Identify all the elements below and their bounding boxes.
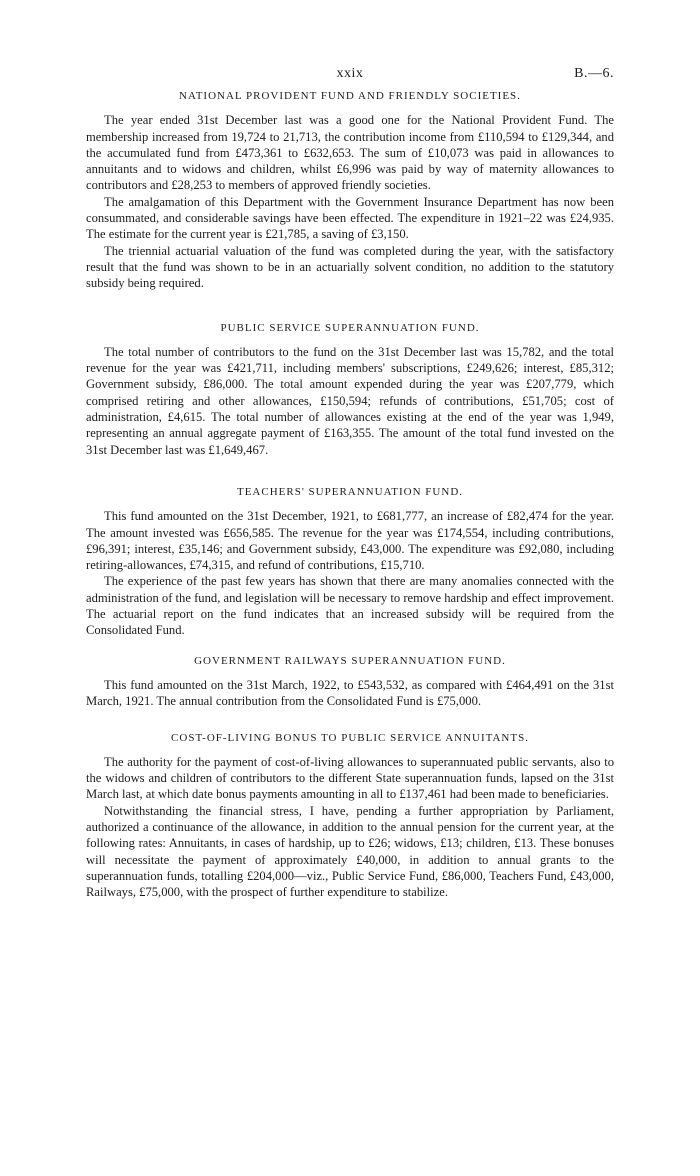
section-spacer [86,710,614,730]
section-spacer [86,639,614,653]
paragraph: The authority for the payment of cost-of-living allowances to superannuated public servants, also to the widows and children of contributors to the different State superannuation funds, lapsed on the 31st March last, at which date bonus payments amounting in all to £137,461 had been made to beneficiaries. [86,754,614,802]
section-cost-of-living-bonus [86,730,614,901]
section-national-provident-fund [86,88,614,292]
section-title: PUBLIC SERVICE SUPERANNUATION FUND. [220,321,480,334]
paragraph: The amalgamation of this Department with the Government Insurance Department has now been consummated, and considerable savings have been effected. The expenditure in 1921–22 was £24,935. The estimate for the current year is £21,785, a saving of £3,150. [86,194,614,242]
section-public-service-superannuation [86,320,614,458]
paragraph: This fund amounted on the 31st December, 1921, to £681,777, an increase of £82,474 for the year. The amount invested was £656,585. The revenue for the year was £174,554, including contributions, £96,391; interest, £35,146; and Government subsidy, £43,000. The expenditure was £92,080, including retiring-allowances, £74,315, and refund of contributions, £15,710. [86,509,614,573]
document-page [86,66,614,900]
paragraph: Notwithstanding the financial stress, I have, pending a further appropriation by Parliament, authorized a continuance of the allowance, in addition to the annual pension for the current year, at the following rates: Annuitants, in cases of hardship, up to £26; widows, £13; children, £13. These bonuses will necessitate the payment of approximately £40,000, in addition to annual grants to the superannuation funds, totalling £204,000—viz., Public Service Fund, £86,000, Teachers Fund, £43,000, Railways, £75,000, with the prospect of further expenditure to stabilize. [86,803,614,900]
section-spacer [86,458,614,484]
page-number: xxix [336,66,364,81]
section-title: GOVERNMENT RAILWAYS SUPERANNUATION FUND. [194,654,506,667]
section-title: TEACHERS' SUPERANNUATION FUND. [236,485,464,498]
section-title: NATIONAL PROVIDENT FUND AND FRIENDLY SOCIETIES. [179,90,521,102]
paragraph: The experience of the past few years has shown that there are many anomalies connected with the administration of the fund, and legislation will be necessary to remove hardship and effect improvement. The actuarial report on the fund indicates that an increased subsidy will be required from the Consolidated Fund. [86,574,614,638]
paragraph: The total number of contributors to the fund on the 31st December last was 15,782, and the total revenue for the year was £421,711, including members' subscriptions, £249,626; interest, £85,312; Government subsidy, £86,000. The total amount expended during the year was £207,779, which comprised retiring and other allowances, £150,594; refunds of contributions, £51,705; cost of administration, £4,615. The total number of allowances existing at the end of the year was 1,949, representing an annual aggregate payment of £163,355. The amount of the total fund invested on the 31st December last was £1,649,467. [86,344,614,457]
page-header [86,66,614,88]
paragraph: The year ended 31st December last was a good one for the National Provident Fund. The membership increased from 19,724 to 21,713, the contribution income from £110,594 to £129,344, and the accumulated fund from £473,361 to £632,653. The sum of £10,073 was paid in allowances to annuitants and to widows and children, whilst £6,996 was paid by way of maternity allowances to contributors and £28,253 to members of approved friendly societies. [86,113,614,193]
paragraph: This fund amounted on the 31st March, 1922, to £543,532, as compared with £464,491 on the 31st March, 1921. The annual contribution from the Consolidated Fund is £75,000. [86,677,614,709]
section-spacer [86,292,614,320]
section-teachers-superannuation [86,484,614,639]
section-railways-superannuation [86,653,614,710]
paragraph: The triennial actuarial valuation of the fund was completed during the year, with the satisfactory result that the fund was shown to be in an actuarially solvent condition, no addition to the statutory subsidy being required. [86,243,614,291]
document-reference: B.—6. [574,66,614,81]
section-title: COST-OF-LIVING BONUS TO PUBLIC SERVICE ANNUITANTS. [171,731,529,744]
